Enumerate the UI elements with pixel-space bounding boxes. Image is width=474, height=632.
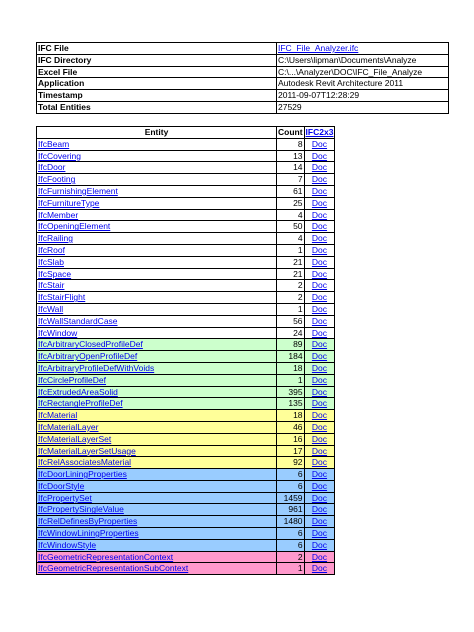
entity-link[interactable]: IfcDoorLiningProperties [38, 469, 127, 480]
doc-link[interactable]: Doc [311, 445, 328, 456]
doc-link[interactable]: Doc [311, 421, 328, 432]
doc-cell [304, 398, 335, 410]
table-row [37, 351, 335, 363]
entity-link[interactable]: IfcMaterialLayer [38, 421, 99, 432]
entity-link[interactable]: IfcExtrudedAreaSolid [38, 386, 118, 397]
count-cell: 25 [277, 197, 305, 209]
spacer-row [36, 114, 449, 126]
doc-cell [304, 209, 335, 221]
doc-link[interactable]: Doc [311, 268, 328, 279]
count-cell: 1480 [277, 516, 305, 528]
entity-cell [37, 469, 277, 481]
doc-cell [304, 492, 335, 504]
table-row [37, 386, 335, 398]
count-cell: 50 [277, 221, 305, 233]
entity-link[interactable]: IfcBeam [38, 138, 70, 149]
doc-cell [304, 563, 335, 575]
doc-link[interactable]: Doc [311, 150, 328, 161]
info-value [277, 43, 449, 55]
entity-cell [37, 421, 277, 433]
doc-cell [304, 539, 335, 551]
info-key: IFC File [37, 43, 277, 55]
doc-link[interactable]: Doc [311, 504, 328, 515]
doc-link[interactable]: Doc [311, 174, 328, 185]
entity-link[interactable]: IfcWindowLiningProperties [38, 528, 139, 539]
table-row [37, 162, 335, 174]
count-cell: 2 [277, 292, 305, 304]
entity-cell [37, 292, 277, 304]
count-cell: 16 [277, 433, 305, 445]
entity-link[interactable]: IfcStairFlight [38, 292, 86, 303]
doc-cell [304, 327, 335, 339]
doc-cell [304, 445, 335, 457]
entity-cell [37, 209, 277, 221]
doc-link[interactable]: Doc [311, 362, 328, 373]
doc-cell [304, 421, 335, 433]
table-row [37, 138, 335, 150]
spreadsheet [36, 42, 449, 575]
entity-link[interactable]: IfcCircleProfileDef [38, 374, 107, 385]
doc-link[interactable]: Doc [311, 280, 328, 291]
info-row [37, 43, 449, 55]
doc-link[interactable]: Doc [311, 492, 328, 503]
doc-link[interactable]: Doc [311, 398, 328, 409]
count-cell: 21 [277, 256, 305, 268]
doc-cell [304, 504, 335, 516]
header-ifc2x3-link[interactable]: IFC2x3 [305, 126, 334, 137]
entity-cell [37, 551, 277, 563]
doc-link[interactable]: Doc [311, 480, 328, 491]
table-row [37, 563, 335, 575]
entity-cell [37, 221, 277, 233]
entity-link[interactable]: IfcFurnitureType [38, 197, 100, 208]
doc-link[interactable]: Doc [311, 433, 328, 444]
doc-cell [304, 351, 335, 363]
header-entity: Entity [37, 126, 277, 138]
doc-link[interactable]: Doc [311, 209, 328, 220]
entity-link[interactable]: IfcMaterial [38, 410, 78, 421]
entity-cell [37, 315, 277, 327]
info-row [37, 54, 449, 66]
info-key: Total Entities [37, 101, 277, 113]
doc-cell [304, 244, 335, 256]
entity-link[interactable]: IfcStair [38, 280, 65, 291]
table-row [37, 339, 335, 351]
count-cell: 184 [277, 351, 305, 363]
count-cell: 89 [277, 339, 305, 351]
table-row [37, 492, 335, 504]
table-row [37, 233, 335, 245]
entity-cell [37, 138, 277, 150]
count-cell: 1 [277, 374, 305, 386]
info-row [37, 101, 449, 113]
entity-cell [37, 268, 277, 280]
table-row [37, 174, 335, 186]
doc-cell [304, 174, 335, 186]
entity-cell [37, 233, 277, 245]
entity-link[interactable]: IfcRelAssociatesMaterial [38, 457, 132, 468]
doc-cell [304, 480, 335, 492]
count-cell: 14 [277, 162, 305, 174]
entity-link[interactable]: IfcArbitraryProfileDefWithVoids [38, 362, 155, 373]
entity-cell [37, 516, 277, 528]
entity-cell [37, 197, 277, 209]
doc-cell [304, 138, 335, 150]
doc-link[interactable]: Doc [311, 233, 328, 244]
doc-cell [304, 233, 335, 245]
table-row [37, 516, 335, 528]
entity-link[interactable]: IfcWall [38, 303, 64, 314]
entity-link[interactable]: IfcMaterialLayerSet [38, 433, 112, 444]
doc-link[interactable]: Doc [311, 351, 328, 362]
count-cell: 17 [277, 445, 305, 457]
entity-link[interactable]: IfcRectangleProfileDef [38, 398, 123, 409]
entity-cell [37, 327, 277, 339]
doc-cell [304, 185, 335, 197]
doc-link[interactable]: Doc [311, 457, 328, 468]
entity-cell [37, 351, 277, 363]
count-cell: 6 [277, 539, 305, 551]
doc-link[interactable]: Doc [311, 386, 328, 397]
entity-cell [37, 480, 277, 492]
entity-cell [37, 303, 277, 315]
count-cell: 7 [277, 174, 305, 186]
table-row [37, 315, 335, 327]
count-cell: 21 [277, 268, 305, 280]
table-row [37, 421, 335, 433]
count-cell: 1459 [277, 492, 305, 504]
count-cell: 18 [277, 362, 305, 374]
entity-cell [37, 280, 277, 292]
doc-link[interactable]: Doc [311, 339, 328, 350]
entity-link[interactable]: IfcWallStandardCase [38, 315, 118, 326]
table-row [37, 433, 335, 445]
entity-link[interactable]: IfcGeometricRepresentationContext [38, 551, 174, 562]
doc-cell [304, 516, 335, 528]
entity-cell [37, 256, 277, 268]
doc-cell [304, 292, 335, 304]
table-row [37, 362, 335, 374]
entity-link[interactable]: IfcPropertySet [38, 492, 92, 503]
doc-cell [304, 150, 335, 162]
table-row [37, 268, 335, 280]
doc-link[interactable]: Doc [311, 221, 328, 232]
doc-link[interactable]: Doc [311, 185, 328, 196]
count-cell: 1 [277, 303, 305, 315]
entity-cell [37, 174, 277, 186]
count-cell: 13 [277, 150, 305, 162]
doc-link[interactable]: Doc [311, 197, 328, 208]
entity-count-table [36, 126, 335, 575]
count-cell: 395 [277, 386, 305, 398]
count-cell: 18 [277, 410, 305, 422]
entity-cell [37, 457, 277, 469]
count-cell: 135 [277, 398, 305, 410]
table-row [37, 280, 335, 292]
doc-link[interactable]: Doc [311, 244, 328, 255]
entity-cell [37, 528, 277, 540]
entity-link[interactable]: IfcPropertySingleValue [38, 504, 124, 515]
table-row [37, 256, 335, 268]
info-value: C:\Users\lipman\Documents\Analyze [277, 54, 449, 66]
doc-cell [304, 339, 335, 351]
entity-cell [37, 185, 277, 197]
entity-link[interactable]: IfcCovering [38, 150, 81, 161]
entity-cell [37, 244, 277, 256]
entity-cell [37, 386, 277, 398]
table-row [37, 327, 335, 339]
info-value: 27529 [277, 101, 449, 113]
count-cell: 1 [277, 244, 305, 256]
doc-cell [304, 162, 335, 174]
entity-cell [37, 492, 277, 504]
info-value: 2011-09-07T12:28:29 [277, 90, 449, 102]
table-row [37, 374, 335, 386]
entity-link[interactable]: IfcDoor [38, 162, 66, 173]
doc-cell [304, 469, 335, 481]
doc-cell [304, 303, 335, 315]
count-cell: 8 [277, 138, 305, 150]
table-row [37, 469, 335, 481]
file-info-table [36, 42, 449, 114]
entity-link[interactable]: IfcOpeningElement [38, 221, 111, 232]
entity-link[interactable]: IfcWindow [38, 327, 78, 338]
doc-cell [304, 374, 335, 386]
table-row [37, 209, 335, 221]
table-row [37, 445, 335, 457]
doc-cell [304, 268, 335, 280]
entity-cell [37, 374, 277, 386]
count-cell: 46 [277, 421, 305, 433]
doc-cell [304, 528, 335, 540]
info-key: Excel File [37, 66, 277, 78]
doc-link[interactable]: Doc [311, 315, 328, 326]
count-cell: 1 [277, 563, 305, 575]
entity-cell [37, 445, 277, 457]
entity-cell [37, 398, 277, 410]
ifc-file-link[interactable]: IFC_File_Analyzer.ifc [278, 43, 359, 53]
entity-link[interactable]: IfcGeometricRepresentationSubContext [38, 563, 189, 574]
doc-link[interactable]: Doc [311, 539, 328, 550]
doc-link[interactable]: Doc [311, 292, 328, 303]
entity-link[interactable]: IfcRoof [38, 244, 65, 255]
doc-cell [304, 221, 335, 233]
doc-link[interactable]: Doc [311, 327, 328, 338]
entity-link[interactable]: IfcArbitraryClosedProfileDef [38, 339, 143, 350]
entity-link[interactable]: IfcDoorStyle [38, 480, 85, 491]
table-row [37, 528, 335, 540]
count-cell: 24 [277, 327, 305, 339]
doc-cell [304, 410, 335, 422]
table-row [37, 197, 335, 209]
info-row [37, 90, 449, 102]
count-cell: 961 [277, 504, 305, 516]
info-value: Autodesk Revit Architecture 2011 [277, 78, 449, 90]
doc-cell [304, 197, 335, 209]
entity-cell [37, 162, 277, 174]
doc-link[interactable]: Doc [311, 138, 328, 149]
entity-link[interactable]: IfcMember [38, 209, 79, 220]
table-row [37, 398, 335, 410]
entity-link[interactable]: IfcFooting [38, 174, 76, 185]
table-row [37, 185, 335, 197]
doc-link[interactable]: Doc [311, 374, 328, 385]
info-key: Timestamp [37, 90, 277, 102]
count-cell: 6 [277, 480, 305, 492]
entity-link[interactable]: IfcWindowStyle [38, 539, 97, 550]
entity-cell [37, 433, 277, 445]
doc-link[interactable]: Doc [311, 162, 328, 173]
doc-link[interactable]: Doc [311, 551, 328, 562]
count-cell: 6 [277, 469, 305, 481]
info-key: Application [37, 78, 277, 90]
entity-link[interactable]: IfcArbitraryOpenProfileDef [38, 351, 138, 362]
table-row [37, 221, 335, 233]
entity-cell [37, 504, 277, 516]
count-cell: 4 [277, 233, 305, 245]
doc-cell [304, 433, 335, 445]
doc-cell [304, 315, 335, 327]
doc-link[interactable]: Doc [311, 528, 328, 539]
doc-cell [304, 386, 335, 398]
table-row [37, 457, 335, 469]
table-row [37, 292, 335, 304]
entity-link[interactable]: IfcSpace [38, 268, 72, 279]
count-cell: 6 [277, 528, 305, 540]
count-cell: 56 [277, 315, 305, 327]
entity-link[interactable]: IfcRelDefinesByProperties [38, 516, 138, 527]
info-row [37, 78, 449, 90]
table-row [37, 244, 335, 256]
count-cell: 92 [277, 457, 305, 469]
entity-link[interactable]: IfcRailing [38, 233, 73, 244]
header-count: Count [278, 126, 303, 137]
doc-link[interactable]: Doc [311, 256, 328, 267]
table-row [37, 480, 335, 492]
doc-link[interactable]: Doc [311, 563, 328, 574]
doc-cell [304, 551, 335, 563]
doc-link[interactable]: Doc [311, 410, 328, 421]
entity-cell [37, 410, 277, 422]
table-row [37, 504, 335, 516]
count-cell: 2 [277, 551, 305, 563]
count-cell: 61 [277, 185, 305, 197]
count-cell: 2 [277, 280, 305, 292]
info-key: IFC Directory [37, 54, 277, 66]
doc-cell [304, 280, 335, 292]
table-row [37, 551, 335, 563]
table-row [37, 303, 335, 315]
table-header-row [37, 126, 335, 138]
count-cell: 4 [277, 209, 305, 221]
table-row [37, 150, 335, 162]
entity-cell [37, 150, 277, 162]
doc-cell [304, 362, 335, 374]
doc-cell [304, 256, 335, 268]
entity-link[interactable]: IfcFurnishingElement [38, 185, 118, 196]
entity-cell [37, 339, 277, 351]
entity-cell [37, 539, 277, 551]
table-row [37, 410, 335, 422]
info-value: C:\...\Analyzer\DOC\IFC_File_Analyze [277, 66, 449, 78]
doc-link[interactable]: Doc [311, 469, 328, 480]
entity-link[interactable]: IfcMaterialLayerSetUsage [38, 445, 136, 456]
doc-link[interactable]: Doc [311, 303, 328, 314]
doc-link[interactable]: Doc [311, 516, 328, 527]
entity-cell [37, 563, 277, 575]
doc-cell [304, 457, 335, 469]
table-row [37, 539, 335, 551]
entity-cell [37, 362, 277, 374]
info-row [37, 66, 449, 78]
entity-link[interactable]: IfcSlab [38, 256, 64, 267]
